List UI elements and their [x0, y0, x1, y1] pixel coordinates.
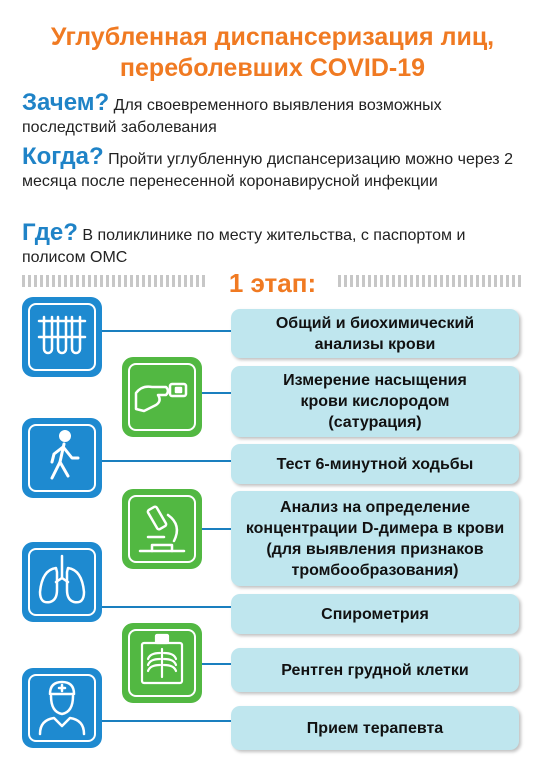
chest-xray-icon — [122, 623, 202, 703]
step-card-walking-test — [231, 444, 519, 484]
answer-why: Для своевременного выявления возможных последствий заболевания — [22, 97, 442, 136]
doctor-icon — [22, 668, 102, 748]
info-when — [22, 143, 522, 193]
step-card-spirometry — [231, 594, 519, 634]
connector-line — [102, 330, 231, 332]
step-text: Спирометрия — [321, 605, 429, 623]
step-text: Общий и биохимический анализы крови — [275, 314, 475, 353]
step-text: Прием терапевта — [306, 719, 444, 737]
info-where — [22, 219, 522, 269]
step-card-chest-xray — [231, 648, 519, 692]
connector-line — [102, 606, 231, 608]
microscope-icon — [122, 489, 202, 569]
stage-label: 1 этап: — [228, 268, 317, 298]
step-text: Рентген грудной клетки — [281, 661, 469, 679]
answer-when: Пройти углубленную диспансеризацию можно через 2 месяца после перенесенной коронавирусной инфекции — [22, 151, 513, 190]
step-card-blood-tests — [231, 309, 519, 358]
info-why — [22, 89, 522, 139]
connector-line — [202, 392, 231, 394]
step-card-oxygen-saturation — [231, 366, 519, 437]
test-tubes-icon — [22, 297, 102, 377]
step-card-therapist — [231, 706, 519, 750]
pulse-oximeter-icon — [122, 357, 202, 437]
walking-person-icon — [22, 418, 102, 498]
answer-where: В поликлинике по месту жительства, с паспортом и полисом ОМС — [22, 227, 466, 266]
title-line-1: Углубленная диспансеризация лиц, — [50, 23, 495, 51]
connector-line — [202, 663, 231, 665]
connector-line — [102, 460, 231, 462]
lungs-icon — [22, 542, 102, 622]
title-line-2: переболевших COVID-19 — [119, 54, 426, 82]
connector-line — [202, 528, 231, 530]
connector-line — [102, 720, 231, 722]
step-text: Анализ на определение концентрации D-димера в крови (для выявления признаков тромбообразования) — [245, 498, 505, 579]
question-when: Когда? — [22, 143, 104, 170]
page-title — [0, 22, 545, 84]
step-card-d-dimer — [231, 491, 519, 586]
question-why: Зачем? — [22, 89, 110, 116]
step-text: Измерение насыщения крови кислородом (сатурация) — [283, 372, 467, 431]
step-text: Тест 6-минутной ходьбы — [276, 455, 474, 473]
question-where: Где? — [22, 219, 78, 246]
stage-heading — [0, 268, 545, 298]
